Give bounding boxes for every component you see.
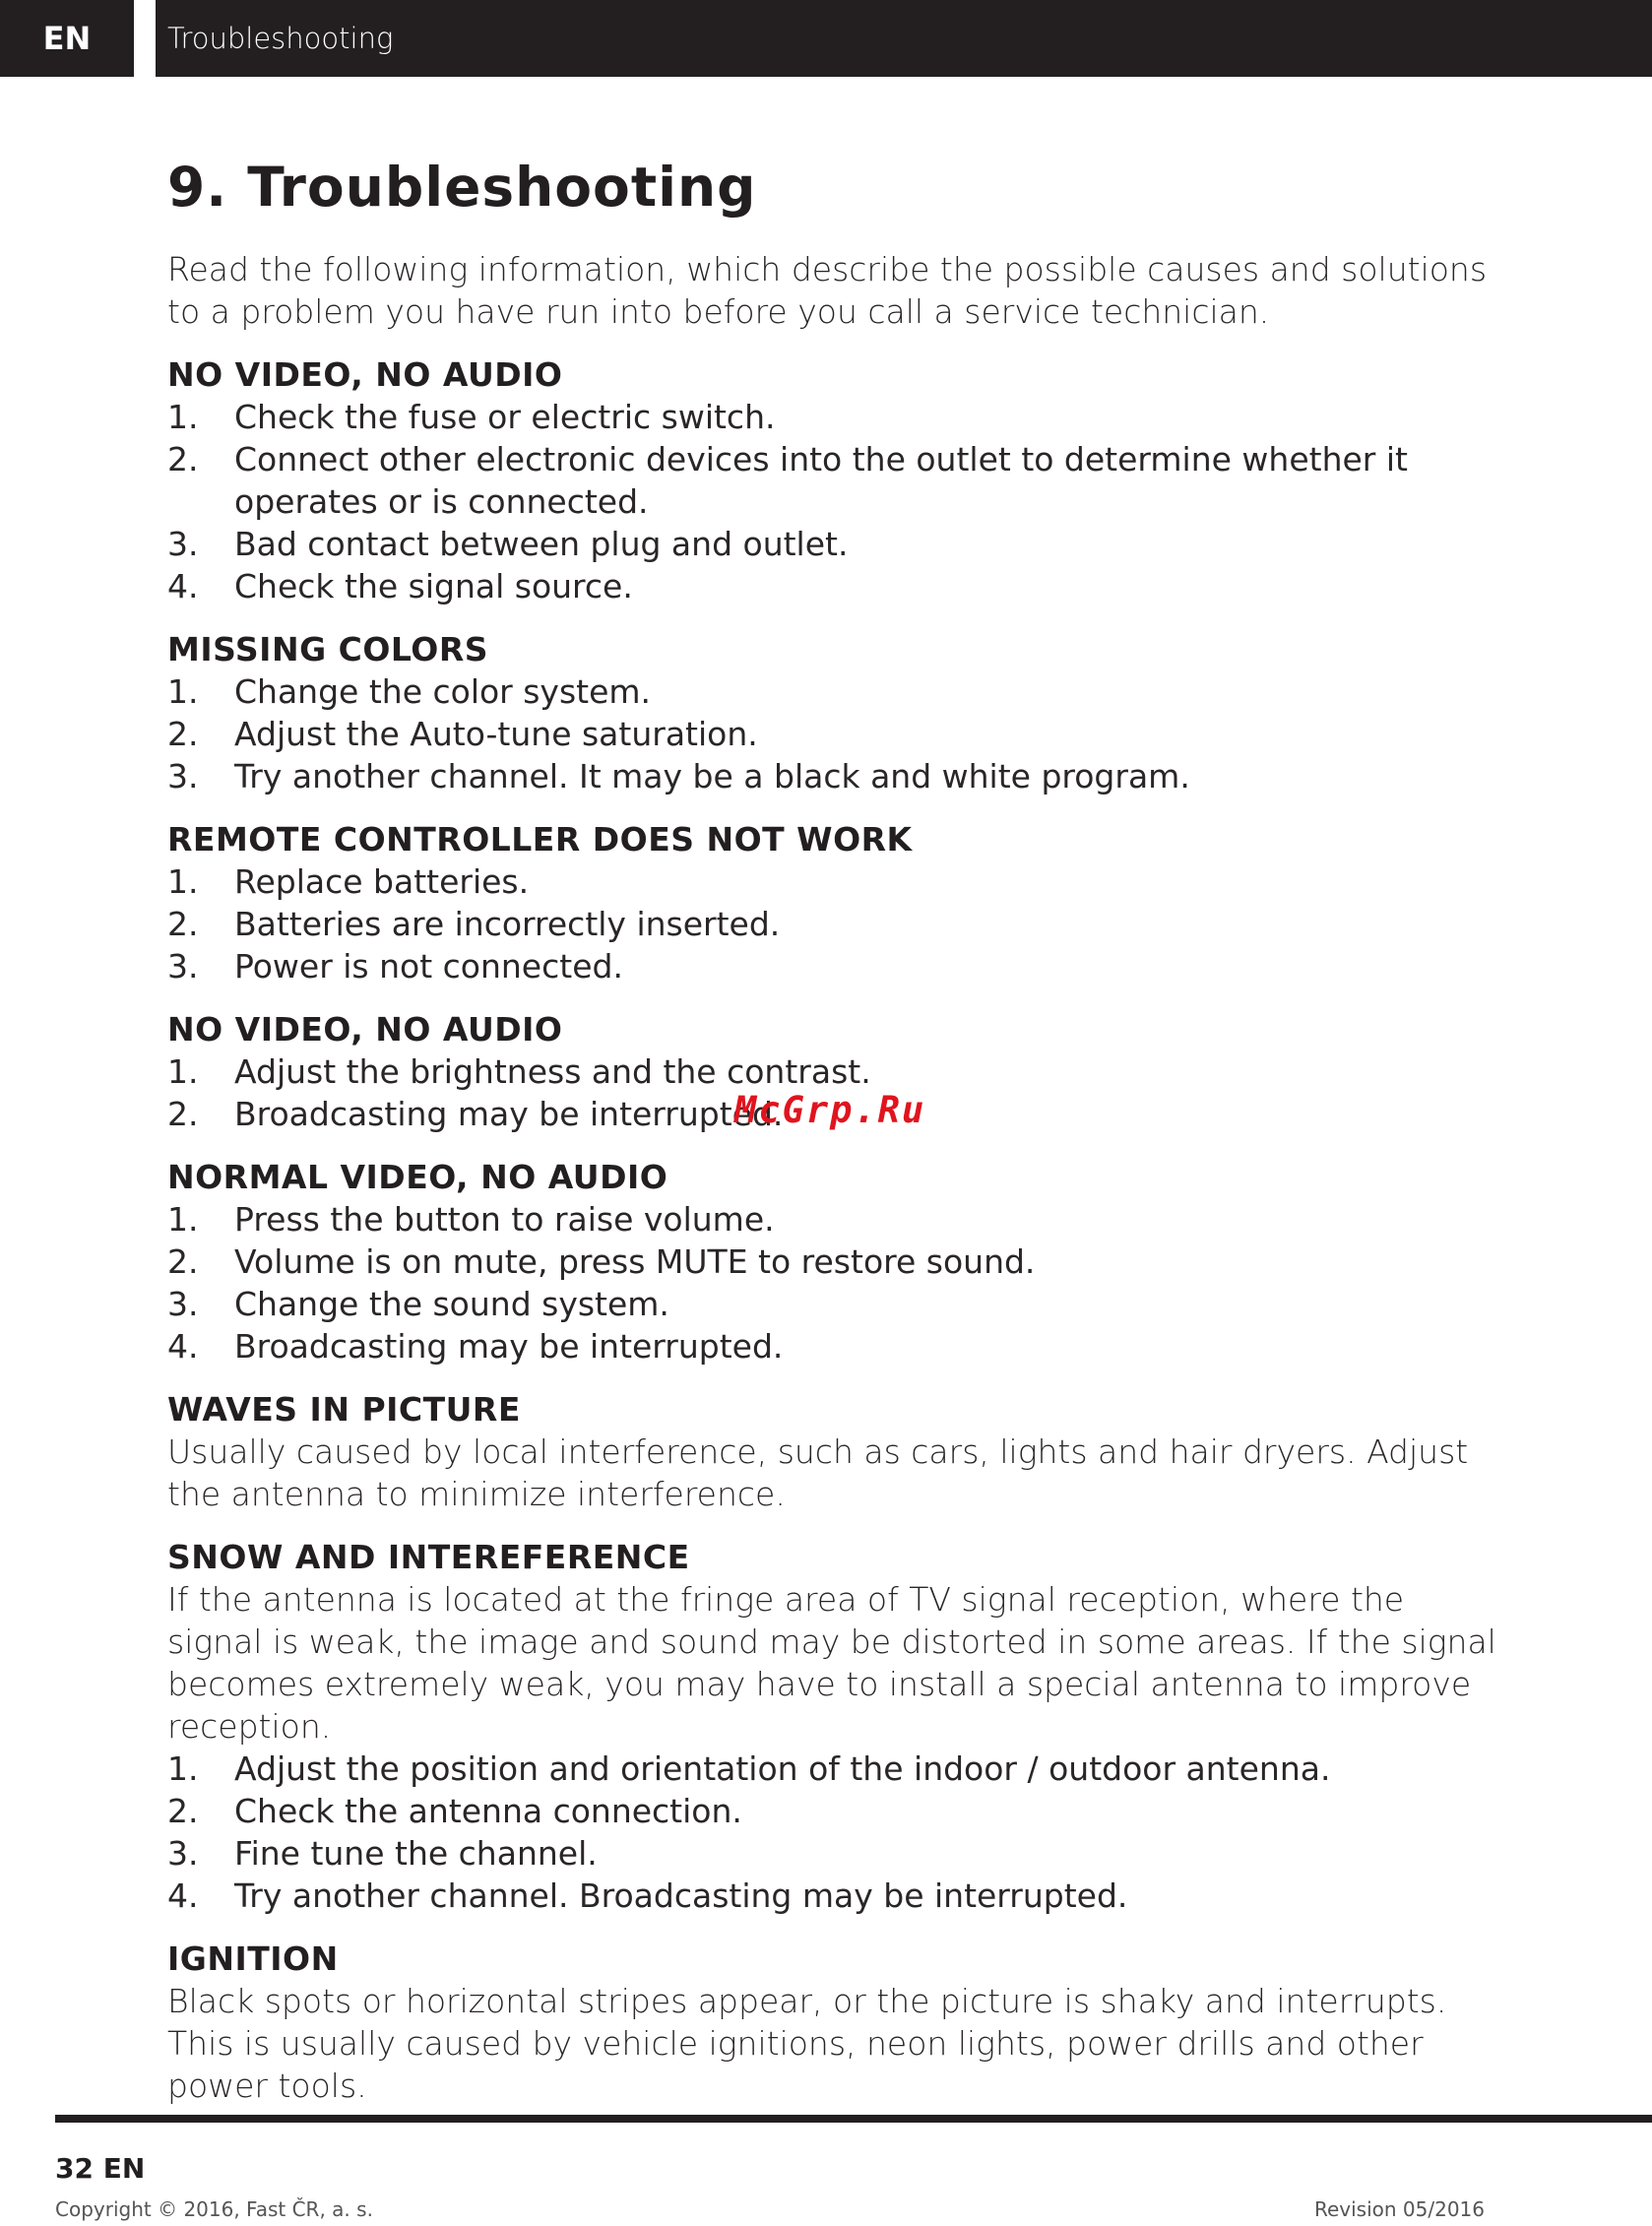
list-item-number: 3. bbox=[167, 1834, 199, 1873]
troubleshooting-sections bbox=[167, 353, 1506, 2107]
section-title: WAVES IN PICTURE bbox=[167, 1390, 521, 1429]
watermark-text: McGrp.Ru bbox=[734, 1089, 926, 1131]
list-item-number: 4. bbox=[167, 1327, 199, 1366]
list-item-number: 2. bbox=[167, 905, 199, 943]
list-item bbox=[167, 1283, 1506, 1325]
list-item-number: 2. bbox=[167, 1792, 199, 1830]
list-item-text: Check the antenna connection. bbox=[234, 1792, 742, 1830]
list-item bbox=[167, 860, 1506, 903]
list-item-text: Press the button to raise volume. bbox=[234, 1200, 775, 1239]
list-item-number: 2. bbox=[167, 715, 199, 753]
list-item bbox=[167, 713, 1506, 755]
list-item-text: Try another channel. Broadcasting may be interrupted. bbox=[234, 1876, 1128, 1915]
list-item bbox=[167, 1832, 1506, 1875]
list-item-text: Adjust the brightness and the contrast. bbox=[234, 1052, 871, 1091]
list-item-number: 2. bbox=[167, 440, 199, 478]
list-item-text: Adjust the position and orientation of the indoor / outdoor antenna. bbox=[234, 1749, 1331, 1788]
list-item-text: Change the color system. bbox=[234, 672, 652, 711]
section-7 bbox=[167, 1938, 1506, 2107]
list-item bbox=[167, 1050, 1506, 1093]
list-item bbox=[167, 565, 1506, 607]
list-item-number: 1. bbox=[167, 1052, 199, 1091]
list-item bbox=[167, 945, 1506, 987]
list-item bbox=[167, 1748, 1506, 1790]
list-item-number: 2. bbox=[167, 1242, 199, 1281]
revision-text: Revision 05/2016 bbox=[1313, 2197, 1485, 2221]
list-item-number: 1. bbox=[167, 398, 199, 436]
list-item bbox=[167, 1240, 1506, 1283]
list-item bbox=[167, 1325, 1506, 1367]
list-item-text: Connect other electronic devices into the outlet to determine whether it operates or is connected. bbox=[234, 440, 1408, 521]
list-item-text: Fine tune the channel. bbox=[234, 1834, 598, 1873]
solution-list bbox=[167, 860, 1506, 987]
solution-list bbox=[167, 670, 1506, 797]
list-item-number: 3. bbox=[167, 757, 199, 795]
section-paragraph: Usually caused by local interference, such as cars, lights and hair dryers. Adjust the antenna to minimize interference. bbox=[167, 1432, 1469, 1513]
list-item-text: Try another channel. It may be a black and white program. bbox=[234, 757, 1190, 795]
section-title: NO VIDEO, NO AUDIO bbox=[167, 1010, 563, 1049]
list-item-text: Check the fuse or electric switch. bbox=[234, 398, 776, 436]
list-item-number: 4. bbox=[167, 567, 199, 605]
list-item bbox=[167, 670, 1506, 713]
list-item bbox=[167, 1198, 1506, 1240]
section-2 bbox=[167, 818, 1506, 987]
section-5 bbox=[167, 1388, 1506, 1515]
list-item-text: Broadcasting may be interrupted. bbox=[234, 1095, 784, 1133]
list-item-number: 1. bbox=[167, 1200, 199, 1239]
section-1 bbox=[167, 628, 1506, 797]
copyright-text: Copyright © 2016, Fast ČR, a. s. bbox=[55, 2197, 373, 2221]
section-paragraph: If the antenna is located at the fringe area of TV signal reception, where the signal is weak, the image and sound may be distorted in some areas. If the signal becomes extremely weak, you may have to install a special antenna to improve reception. bbox=[167, 1580, 1496, 1746]
list-item-text: Change the sound system. bbox=[234, 1285, 669, 1323]
solution-list bbox=[167, 396, 1506, 607]
section-0 bbox=[167, 353, 1506, 607]
solution-list bbox=[167, 1748, 1506, 1917]
list-item-number: 3. bbox=[167, 525, 199, 563]
page-number: 32 EN bbox=[55, 2152, 146, 2185]
footer-divider bbox=[55, 2115, 1652, 2123]
list-item-text: Check the signal source. bbox=[234, 567, 633, 605]
list-item-text: Volume is on mute, press MUTE to restore sound. bbox=[234, 1242, 1036, 1281]
list-item bbox=[167, 523, 1506, 565]
intro-paragraph: Read the following information, which describe the possible causes and solutions to a problem you have run into before you call a service technician. bbox=[167, 250, 1488, 331]
list-item-number: 1. bbox=[167, 862, 199, 901]
list-item-number: 3. bbox=[167, 1285, 199, 1323]
list-item-number: 1. bbox=[167, 672, 199, 711]
list-item bbox=[167, 903, 1506, 945]
list-item bbox=[167, 438, 1506, 523]
section-paragraph: Black spots or horizontal stripes appear, or the picture is shaky and interrupts. This is usually caused by vehicle ignitions, neon lights, power drills and other power tools. bbox=[167, 1982, 1447, 2105]
list-item-text: Bad contact between plug and outlet. bbox=[234, 525, 849, 563]
list-item-text: Replace batteries. bbox=[234, 862, 530, 901]
solution-list bbox=[167, 1198, 1506, 1367]
list-item-number: 3. bbox=[167, 947, 199, 986]
page-title: 9. Troubleshooting bbox=[167, 156, 757, 219]
list-item bbox=[167, 755, 1506, 797]
list-item bbox=[167, 1875, 1506, 1917]
list-item-text: Power is not connected. bbox=[234, 947, 623, 986]
section-title: SNOW AND INTEREFERENCE bbox=[167, 1538, 690, 1576]
list-item-number: 1. bbox=[167, 1749, 199, 1788]
section-6 bbox=[167, 1536, 1506, 1917]
section-title: NO VIDEO, NO AUDIO bbox=[167, 355, 563, 394]
section-4 bbox=[167, 1156, 1506, 1367]
list-item-number: 4. bbox=[167, 1876, 199, 1915]
language-tab: EN bbox=[0, 0, 134, 77]
list-item-number: 2. bbox=[167, 1095, 199, 1133]
list-item bbox=[167, 1790, 1506, 1832]
section-title: NORMAL VIDEO, NO AUDIO bbox=[167, 1158, 668, 1196]
list-item-text: Adjust the Auto-tune saturation. bbox=[234, 715, 758, 753]
header-section-title: Troubleshooting bbox=[156, 0, 1652, 77]
list-item bbox=[167, 396, 1506, 438]
list-item-text: Broadcasting may be interrupted. bbox=[234, 1327, 784, 1366]
section-title: IGNITION bbox=[167, 1940, 339, 1978]
section-title: REMOTE CONTROLLER DOES NOT WORK bbox=[167, 820, 913, 859]
section-title: MISSING COLORS bbox=[167, 630, 488, 668]
list-item-text: Batteries are incorrectly inserted. bbox=[234, 905, 781, 943]
